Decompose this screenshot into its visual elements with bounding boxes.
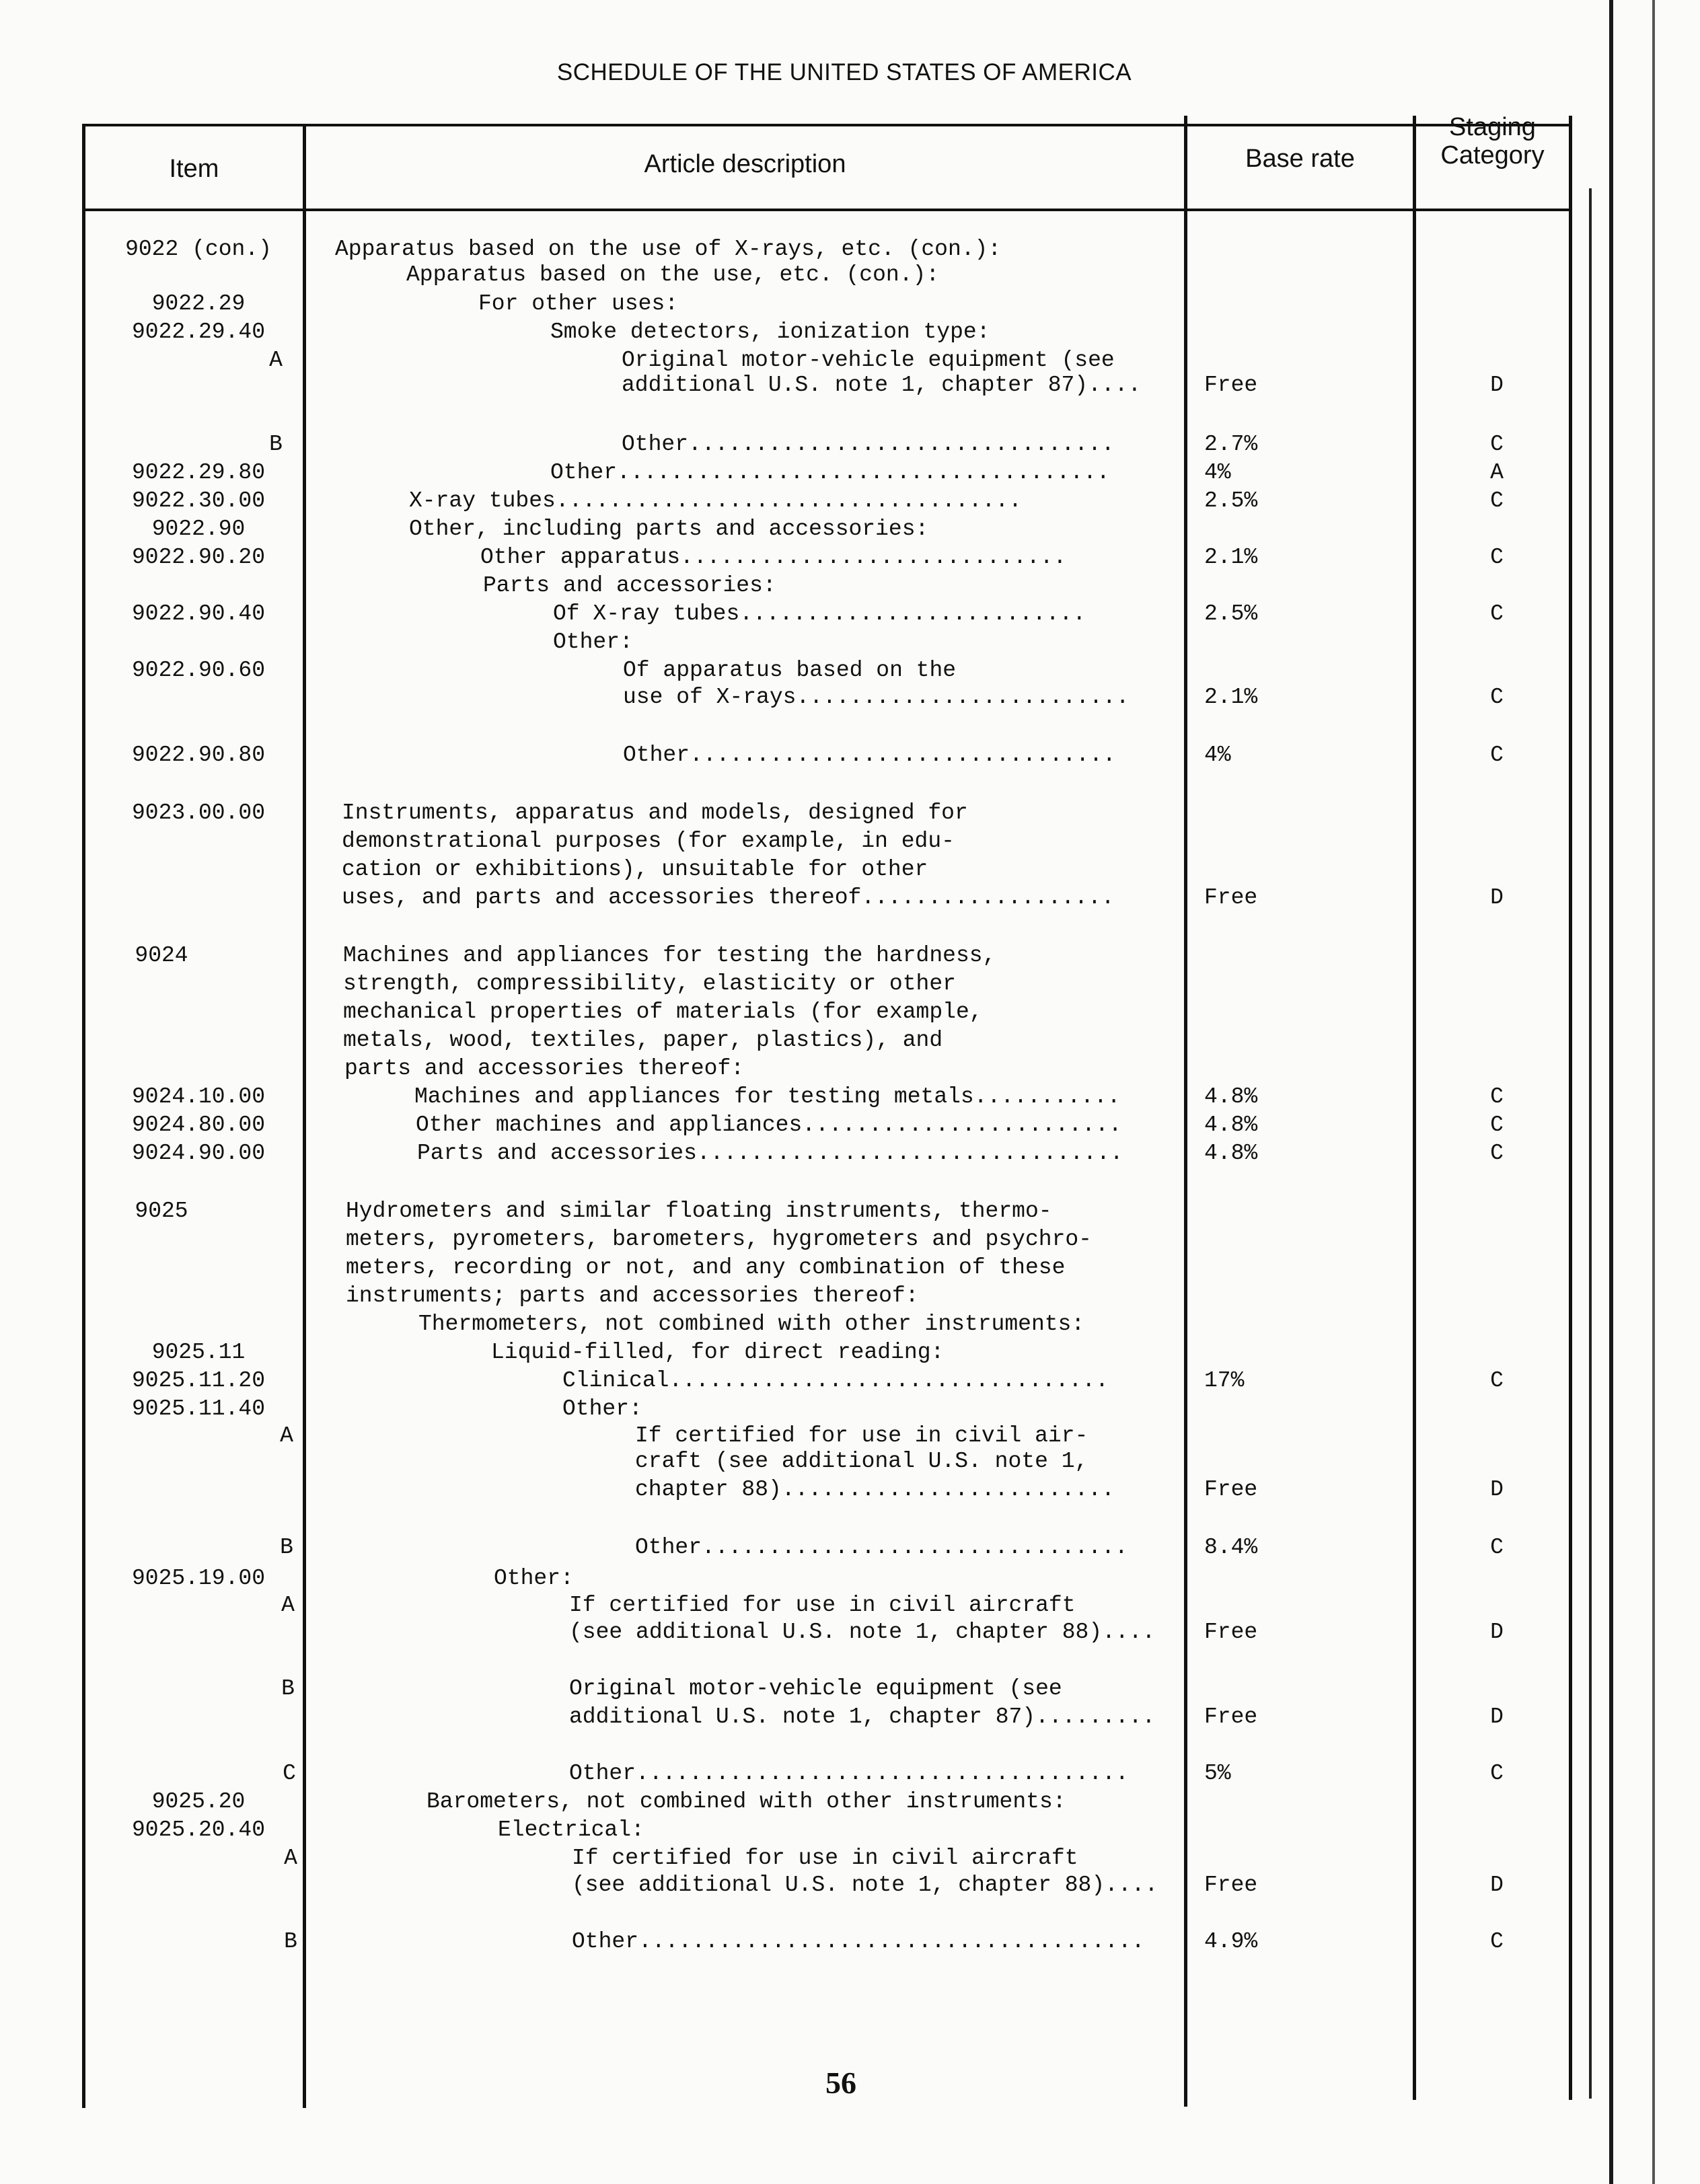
item-number: 9022.30.00	[131, 488, 266, 513]
base-rate: 4%	[1204, 460, 1231, 485]
base-rate: 2.5%	[1204, 488, 1258, 513]
scan-edge-border	[1609, 0, 1613, 2184]
item-number: 9025	[135, 1199, 188, 1223]
item-number: 9022.90.60	[131, 658, 266, 683]
base-rate: 2.7%	[1204, 432, 1258, 457]
table-row	[0, 683, 1615, 712]
base-rate: Free	[1204, 373, 1258, 398]
article-description: (see additional U.S. note 1, chapter 88)....	[569, 1620, 1156, 1645]
item-number: 9025.19.00	[131, 1566, 266, 1591]
item-number: A	[284, 1846, 297, 1871]
column-header-description: Article description	[644, 150, 846, 178]
article-description: Other machines and appliances........................	[416, 1113, 1122, 1137]
table-row	[0, 290, 1615, 318]
article-description: cation or exhibitions), unsuitable for other	[342, 857, 928, 882]
article-description: Other:	[553, 630, 633, 654]
base-rate: 2.1%	[1204, 685, 1258, 710]
staging-category: C	[1490, 1368, 1504, 1393]
table-row	[0, 1928, 1615, 1956]
staging-category: D	[1490, 1704, 1504, 1729]
staging-category: C	[1490, 1929, 1504, 1954]
table-row	[0, 1422, 1615, 1450]
base-rate: 4.8%	[1204, 1113, 1258, 1137]
article-description: Barometers, not combined with other instruments:	[427, 1789, 1066, 1814]
table-row	[0, 487, 1615, 515]
article-description: Other.....................................	[550, 460, 1110, 485]
table-row	[0, 1055, 1615, 1083]
table-row	[0, 741, 1615, 769]
item-number: 9025.20.40	[131, 1817, 266, 1842]
table-row	[0, 1675, 1615, 1703]
article-description: Other.....................................	[569, 1761, 1129, 1786]
table-row	[0, 1310, 1615, 1339]
table-row	[0, 1618, 1615, 1647]
base-rate: 4.8%	[1204, 1084, 1258, 1109]
item-number: A	[269, 348, 283, 373]
staging-category: D	[1490, 885, 1504, 910]
article-description: chapter 88).........................	[635, 1477, 1115, 1502]
article-description: Parts and accessories:	[483, 573, 776, 598]
table-row	[0, 856, 1615, 884]
table-row	[0, 430, 1615, 459]
base-rate: 5%	[1204, 1761, 1231, 1786]
base-rate: 2.1%	[1204, 545, 1258, 570]
staging-category: C	[1490, 601, 1504, 626]
article-description: Of X-ray tubes..........................	[553, 601, 1086, 626]
table-row	[0, 998, 1615, 1026]
staging-category: C	[1490, 685, 1504, 710]
article-description: Electrical:	[498, 1817, 644, 1842]
base-rate: 4.9%	[1204, 1929, 1258, 1954]
table-row	[0, 656, 1615, 685]
table-row	[0, 572, 1615, 600]
article-description: Other......................................	[572, 1929, 1145, 1954]
staging-category: D	[1490, 373, 1504, 398]
item-number: 9025.11.20	[131, 1368, 266, 1393]
article-description: parts and accessories thereof:	[344, 1056, 745, 1081]
base-rate: 4%	[1204, 743, 1231, 767]
article-description: Clinical.................................	[562, 1368, 1109, 1393]
article-description: Other................................	[635, 1535, 1128, 1560]
table-row	[0, 1367, 1615, 1395]
item-number: 9025.11.40	[131, 1396, 266, 1421]
staging-category: A	[1490, 460, 1504, 485]
article-description: Instruments, apparatus and models, designed for	[342, 800, 968, 825]
table-row	[0, 459, 1615, 487]
article-description: demonstrational purposes (for example, in edu-	[342, 829, 955, 854]
article-description: Thermometers, not combined with other instruments:	[418, 1312, 1085, 1336]
article-description: uses, and parts and accessories thereof...................	[342, 885, 1115, 910]
table-row	[0, 1476, 1615, 1504]
table-row	[0, 543, 1615, 572]
article-description: additional U.S. note 1, chapter 87)....	[622, 373, 1142, 398]
article-description: Other, including parts and accessories:	[409, 517, 929, 541]
table-row	[0, 1083, 1615, 1111]
article-description: Machines and appliances for testing metals...........	[414, 1084, 1121, 1109]
item-number: 9025.20	[151, 1789, 246, 1814]
item-number: B	[269, 432, 283, 457]
item-number: B	[280, 1535, 293, 1560]
table-row	[0, 1197, 1615, 1226]
article-description: Other:	[494, 1566, 574, 1591]
staging-category: C	[1490, 1084, 1504, 1109]
table-row	[0, 970, 1615, 998]
item-number: 9022.29	[151, 291, 246, 316]
item-number: 9022.90	[151, 517, 246, 541]
table-row	[0, 827, 1615, 856]
article-description: Other apparatus.............................	[480, 545, 1067, 570]
article-description: Liquid-filled, for direct reading:	[491, 1340, 945, 1365]
table-row	[0, 1565, 1615, 1593]
column-header-staging-line1: Staging	[1449, 113, 1536, 141]
table-row	[0, 1844, 1615, 1873]
table-row	[0, 235, 1615, 264]
table-row	[0, 1447, 1615, 1476]
article-description: For other uses:	[478, 291, 679, 316]
item-number: C	[283, 1761, 296, 1786]
item-number: 9023.00.00	[131, 800, 266, 825]
base-rate: 17%	[1204, 1368, 1245, 1393]
article-description: additional U.S. note 1, chapter 87).........	[569, 1704, 1156, 1729]
item-number: 9022 (con.)	[125, 237, 272, 262]
item-number: B	[284, 1929, 297, 1954]
article-description: craft (see additional U.S. note 1,	[635, 1449, 1088, 1474]
table-row	[0, 799, 1615, 827]
article-description: If certified for use in civil aircraft	[572, 1846, 1078, 1871]
article-description: mechanical properties of materials (for example,	[343, 1000, 983, 1024]
table-row	[0, 942, 1615, 970]
article-description: Other................................	[622, 432, 1115, 457]
base-rate: Free	[1204, 1620, 1258, 1645]
item-number: A	[281, 1593, 295, 1618]
table-row	[0, 1395, 1615, 1423]
column-header-item: Item	[169, 155, 219, 183]
article-description: Other................................	[623, 743, 1116, 767]
article-description: Original motor-vehicle equipment (see	[622, 348, 1115, 373]
staging-category: D	[1490, 1620, 1504, 1645]
item-number: 9025.11	[151, 1340, 246, 1365]
base-rate: 4.8%	[1204, 1141, 1258, 1166]
staging-category: C	[1490, 1113, 1504, 1137]
staging-category: C	[1490, 545, 1504, 570]
table-row	[0, 1226, 1615, 1254]
item-number: 9024.90.00	[131, 1141, 266, 1166]
table-row	[0, 1816, 1615, 1844]
article-description: strength, compressibility, elasticity or other	[343, 971, 956, 996]
article-description: instruments; parts and accessories thereof:	[346, 1283, 919, 1308]
table-row	[0, 884, 1615, 912]
item-number: 9022.29.40	[131, 319, 266, 344]
base-rate: Free	[1204, 1873, 1258, 1897]
table-row	[0, 600, 1615, 628]
table-row	[0, 1591, 1615, 1620]
article-description: meters, recording or not, and any combination of these	[346, 1255, 1066, 1280]
scan-edge-border-inner	[1652, 0, 1655, 2184]
item-number: 9022.90.20	[131, 545, 266, 570]
staging-category: C	[1490, 1141, 1504, 1166]
table-row	[0, 1788, 1615, 1816]
article-description: Machines and appliances for testing the hardness,	[343, 943, 996, 968]
article-description: Hydrometers and similar floating instruments, thermo-	[346, 1199, 1052, 1223]
table-row	[0, 1139, 1615, 1168]
staging-category: C	[1490, 1535, 1504, 1560]
article-description: If certified for use in civil aircraft	[569, 1593, 1076, 1618]
article-description: (see additional U.S. note 1, chapter 88)....	[572, 1873, 1158, 1897]
page-title: SCHEDULE OF THE UNITED STATES OF AMERICA	[556, 59, 1132, 85]
base-rate: 8.4%	[1204, 1535, 1258, 1560]
item-number: 9022.29.80	[131, 460, 266, 485]
item-number: 9022.90.80	[131, 743, 266, 767]
item-number: 9024	[135, 943, 188, 968]
column-header-base-rate: Base rate	[1245, 145, 1355, 173]
staging-category: D	[1490, 1477, 1504, 1502]
item-number: A	[280, 1423, 293, 1448]
article-description: Apparatus based on the use, etc. (con.):	[406, 262, 940, 287]
table-row	[0, 1760, 1615, 1788]
table-row	[0, 1282, 1615, 1310]
item-number: 9024.10.00	[131, 1084, 266, 1109]
article-description: meters, pyrometers, barometers, hygrometers and psychro-	[346, 1227, 1092, 1252]
article-description: Smoke detectors, ionization type:	[550, 319, 990, 344]
column-header-staging-line2: Category	[1440, 141, 1545, 170]
table-row	[0, 1871, 1615, 1899]
article-description: metals, wood, textiles, paper, plastics), and	[343, 1028, 943, 1053]
staging-category: C	[1490, 743, 1504, 767]
base-rate: Free	[1204, 885, 1258, 910]
table-row	[0, 261, 1615, 289]
staging-category: C	[1490, 488, 1504, 513]
item-number: 9024.80.00	[131, 1113, 266, 1137]
base-rate: Free	[1204, 1704, 1258, 1729]
page-number: 56	[825, 2066, 856, 2100]
article-description: Parts and accessories................................	[417, 1141, 1123, 1166]
table-row	[0, 1703, 1615, 1731]
table-row	[0, 1534, 1615, 1562]
table-row	[0, 1026, 1615, 1055]
staging-category: C	[1490, 432, 1504, 457]
article-description: use of X-rays.........................	[623, 685, 1130, 710]
article-description: Of apparatus based on the	[623, 658, 957, 683]
article-description: X-ray tubes...................................	[409, 488, 1022, 513]
article-description: If certified for use in civil air-	[635, 1423, 1088, 1448]
item-number: B	[281, 1676, 295, 1701]
article-description: Original motor-vehicle equipment (see	[569, 1676, 1062, 1701]
base-rate: Free	[1204, 1477, 1258, 1502]
table-row	[0, 346, 1615, 375]
scan-edge-line	[1589, 188, 1592, 2099]
table-row	[0, 628, 1615, 656]
table-row	[0, 1111, 1615, 1139]
staging-category: C	[1490, 1761, 1504, 1786]
table-row	[0, 371, 1615, 400]
article-description: Apparatus based on the use of X-rays, etc. (con.):	[335, 237, 1002, 262]
table-row	[0, 318, 1615, 346]
table-row	[0, 1254, 1615, 1282]
table-row	[0, 515, 1615, 543]
table-row	[0, 1339, 1615, 1367]
base-rate: 2.5%	[1204, 601, 1258, 626]
item-number: 9022.90.40	[131, 601, 266, 626]
staging-category: D	[1490, 1873, 1504, 1897]
article-description: Other:	[562, 1396, 642, 1421]
